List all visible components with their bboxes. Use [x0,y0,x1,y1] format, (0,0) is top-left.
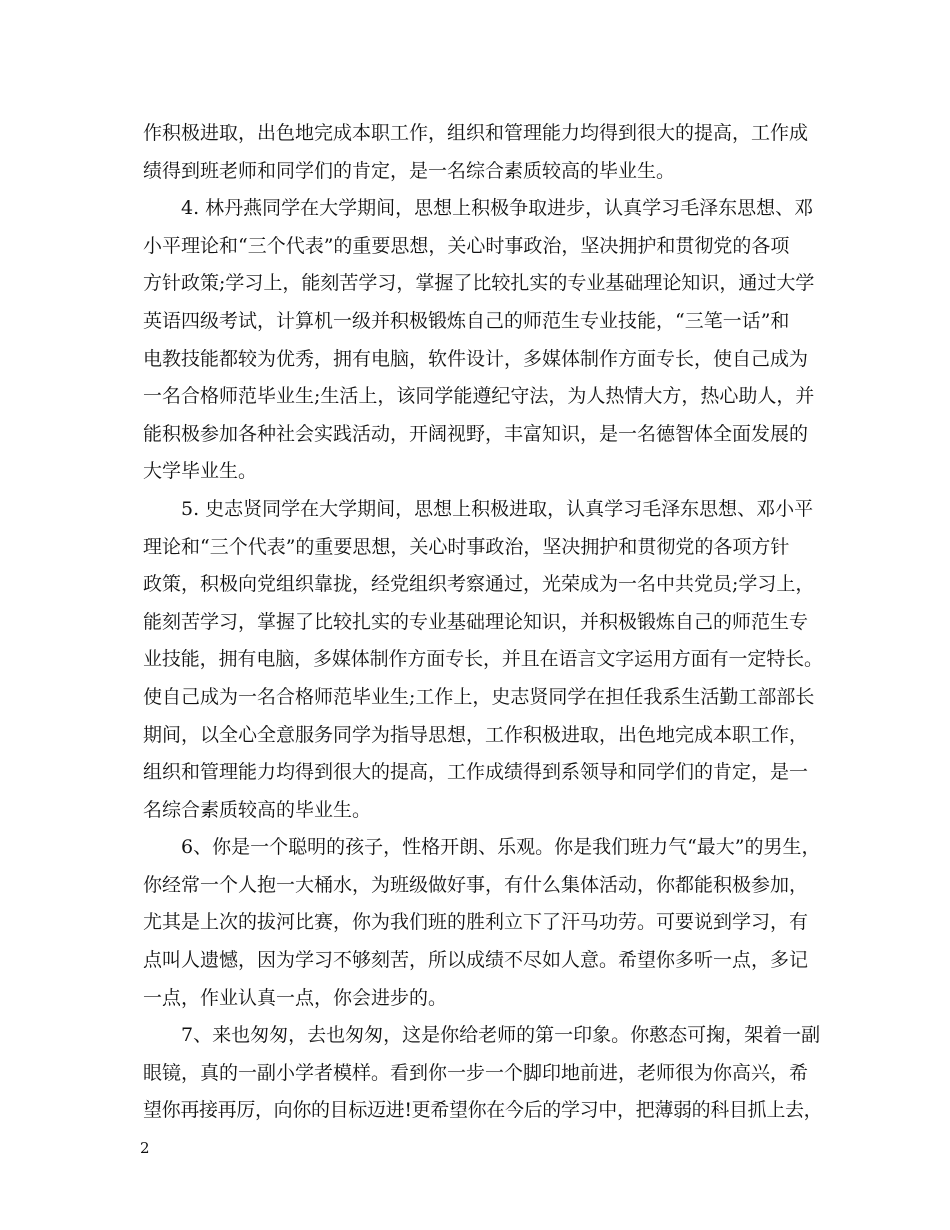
text-line: 一名合格师范毕业生;生活上，该同学能遵纪守法，为人热情大方，热心助人，并 [143,385,815,408]
text-line: 理论和“三个代表”的重要思想，关心时事政治，坚决拥护和贯彻党的各项方针 [143,535,790,558]
text-line: 一点，作业认真一点，你会进步的。 [143,986,448,1009]
text-line: 方针政策;学习上，能刻苦学习，掌握了比较扎实的专业基础理论知识，通过大学 [143,272,815,295]
paragraph-first-line: 7、来也匆匆，去也匆匆，这是你给老师的第一印象。你憨态可掬，架着一副 [181,1024,821,1047]
page-number: 2 [140,1139,150,1157]
text-line: 能积极参加各种社会实践活动，开阔视野，丰富知识，是一名德智体全面发展的 [143,422,809,445]
text-line: 政策，积极向党组织靠拢，经党组织考察通过，光荣成为一名中共党员;学习上， [143,573,815,596]
text-line: 组织和管理能力均得到很大的提高，工作成绩得到系领导和同学们的肯定，是一 [143,761,809,784]
text-line: 小平理论和“三个代表”的重要思想，关心时事政治，坚决拥护和贯彻党的各项 [143,234,790,257]
text-line: 眼镜，真的一副小学者模样。看到你一步一个脚印地前进，老师很为你高兴，希 [143,1061,809,1084]
paragraph-first-line: 5. 史志贤同学在大学期间，思想上积极进取，认真学习毛泽东思想、邓小平 [181,497,814,520]
document-body [143,115,823,1130]
text-line: 名综合素质较高的毕业生。 [143,798,372,821]
text-line: 你经常一个人抱一大桶水，为班级做好事，有什么集体活动，你都能积极参加， [143,873,809,896]
text-line: 业技能，拥有电脑，多媒体制作方面专长，并且在语言文字运用方面有一定特长。 [143,648,823,671]
text-line: 使自己成为一名合格师范毕业生;工作上，史志贤同学在担任我系生活勤工部部长 [143,685,815,708]
text-line: 点叫人遗憾，因为学习不够刻苦，所以成绩不尽如人意。希望你多听一点，多记 [143,949,809,972]
text-line: 电教技能都较为优秀，拥有电脑，软件设计，多媒体制作方面专长，使自己成为 [143,347,809,370]
text-line: 尤其是上次的拔河比赛，你为我们班的胜利立下了汗马功劳。可要说到学习，有 [143,911,809,934]
paragraph-first-line: 6、你是一个聪明的孩子，性格开朗、乐观。你是我们班力气“最大”的男生， [181,836,821,859]
paragraph-first-line: 4. 林丹燕同学在大学期间，思想上积极争取进步，认真学习毛泽东思想、邓 [181,197,814,220]
text-line: 能刻苦学习，掌握了比较扎实的专业基础理论知识，并积极锻炼自己的师范生专 [143,610,809,633]
text-line: 期间，以全心全意服务同学为指导思想，工作积极进取，出色地完成本职工作， [143,723,809,746]
text-line: 绩得到班老师和同学们的肯定，是一名综合素质较高的毕业生。 [143,159,676,182]
text-line: 望你再接再厉，向你的目标迈进!更希望你在今后的学习中，把薄弱的科目抓上去， [143,1099,823,1122]
text-line: 大学毕业生。 [143,460,258,483]
text-line: 英语四级考试，计算机一级并积极锻炼自己的师范生专业技能，“三笔一话”和 [143,309,790,332]
text-line: 作积极进取，出色地完成本职工作，组织和管理能力均得到很大的提高，工作成 [143,122,809,144]
